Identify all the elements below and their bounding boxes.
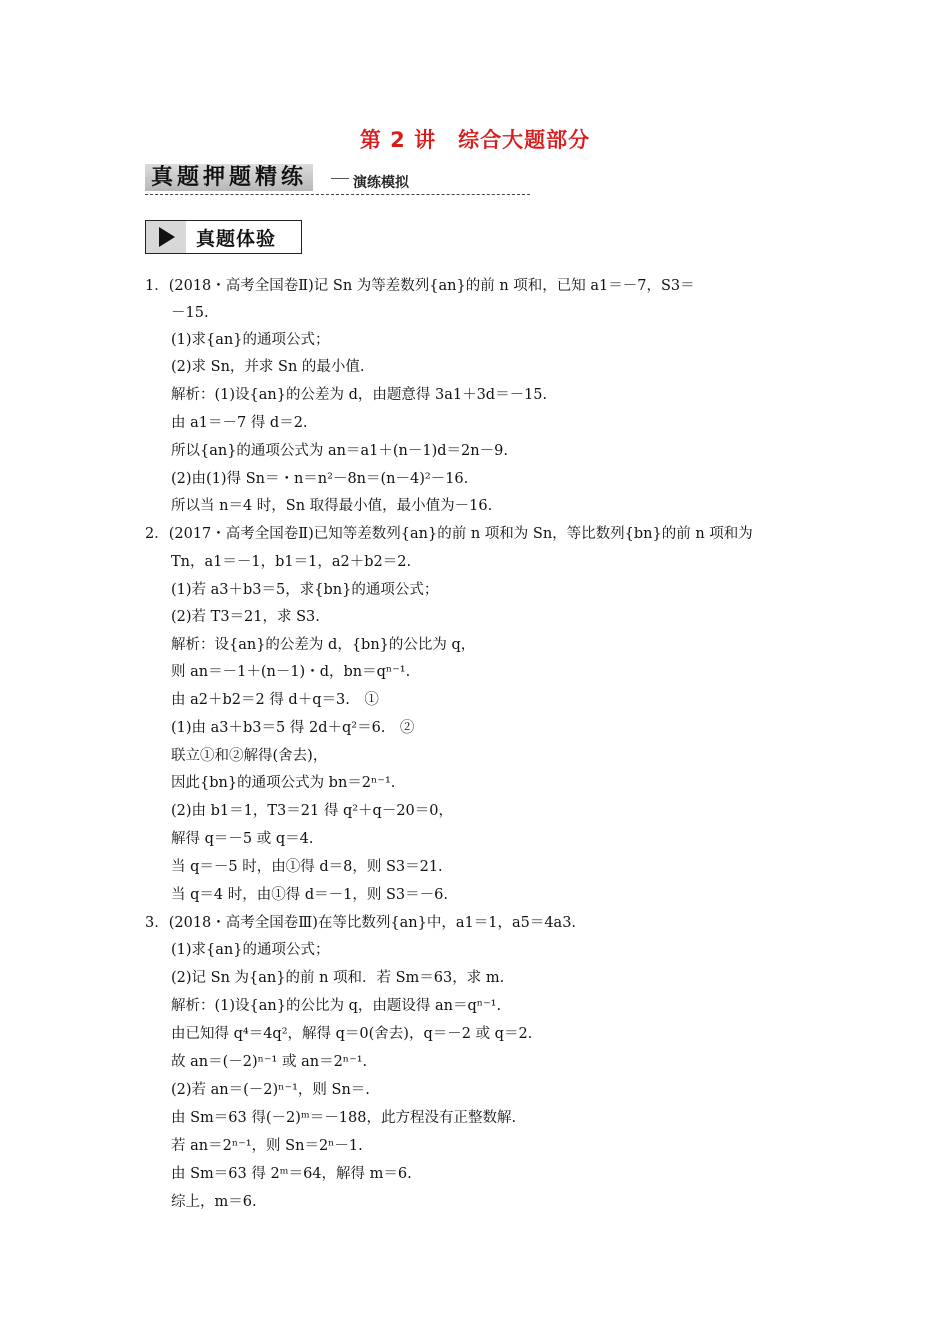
text-line: (1)求{an}的通项公式； [171,332,330,348]
problem-3-line: 3．(2018・高考全国卷Ⅲ)在等比数列{an}中，a1＝1，a5＝4a3. [145,915,577,931]
text-line: 当 q＝－5 时，由①得 d＝8，则 S3＝21. [171,859,443,875]
text-line: (2)记 Sn 为{an}的前 n 项和．若 Sm＝63，求 m. [171,970,505,986]
text-line: 则 an＝－1＋(n－1)・d，bn＝qⁿ⁻¹. [171,664,411,680]
text-line: 由 a1＝－7 得 d＝2. [171,415,308,431]
text-line: 当 q＝4 时，由①得 d＝－1，则 S3＝－6. [171,887,448,903]
section-header [145,220,302,254]
section-label: 真题体验 [196,228,277,250]
text-line: 解析：(1)设{an}的公比为 q，由题设得 an＝qⁿ⁻¹. [171,998,502,1014]
banner-subtitle: 演练模拟 [353,175,409,191]
play-arrow-icon [146,221,186,253]
text-line: 由 Sm＝63 得 2ᵐ＝64，解得 m＝6. [171,1166,412,1182]
text-line: 由 a2＋b2＝2 得 d＋q＝3. ① [171,692,379,708]
text-line: (1)求{an}的通项公式； [171,942,330,958]
text-line: (1)若 a3＋b3＝5，求{bn}的通项公式； [171,582,439,598]
page-title: 第 2 讲 综合大题部分 [359,128,591,152]
text-line: 由已知得 q⁴＝4q²，解得 q＝0(舍去)，q＝－2 或 q＝2. [171,1026,533,1042]
text-line: 因此{bn}的通项公式为 bn＝2ⁿ⁻¹. [171,775,396,791]
text-line: (1)由 a3＋b3＝5 得 2d＋q²＝6. ② [171,720,415,736]
section-banner [145,164,530,195]
text-line: Tn，a1＝－1，b1＝1，a2＋b2＝2. [171,554,412,570]
banner-title: 真题押题精练 [145,164,313,191]
problem-1-line: 1．(2018・高考全国卷Ⅱ)记 Sn 为等差数列{an}的前 n 项和，已知 a1＝－7，S3＝ [145,278,695,294]
banner-divider [331,178,349,179]
text-line: 解析：(1)设{an}的公差为 d，由题意得 3a1＋3d＝－15. [171,387,548,403]
problem-2-line: 2．(2017・高考全国卷Ⅱ)已知等差数列{an}的前 n 项和为 Sn，等比数列{bn}的前 n 项和为 [145,526,753,542]
text-line: (2)若 T3＝21，求 S3. [171,609,320,625]
text-line: 解析：设{an}的公差为 d，{bn}的公比为 q， [171,637,476,653]
text-line: 所以当 n＝4 时，Sn 取得最小值，最小值为－16. [171,498,493,514]
text-line: －15. [171,305,209,321]
text-line: 所以{an}的通项公式为 an＝a1＋(n－1)d＝2n－9. [171,443,508,459]
text-line: (2)求 Sn，并求 Sn 的最小值. [171,359,365,375]
text-line: 综上，m＝6. [171,1194,257,1210]
text-line: (2)由(1)得 Sn＝・n＝n²－8n＝(n－4)²－16. [171,471,469,487]
text-line: 联立①和②解得(舍去)， [171,748,328,764]
text-line: 解得 q＝－5 或 q＝4. [171,831,314,847]
text-line: (2)由 b1＝1，T3＝21 得 q²＋q－20＝0， [171,803,453,819]
text-line: 故 an＝(－2)ⁿ⁻¹ 或 an＝2ⁿ⁻¹. [171,1054,368,1070]
text-line: 若 an＝2ⁿ⁻¹，则 Sn＝2ⁿ－1. [171,1138,363,1154]
text-line: (2)若 an＝(－2)ⁿ⁻¹，则 Sn＝. [171,1082,370,1098]
text-line: 由 Sm＝63 得(－2)ᵐ＝－188，此方程没有正整数解. [171,1110,517,1126]
